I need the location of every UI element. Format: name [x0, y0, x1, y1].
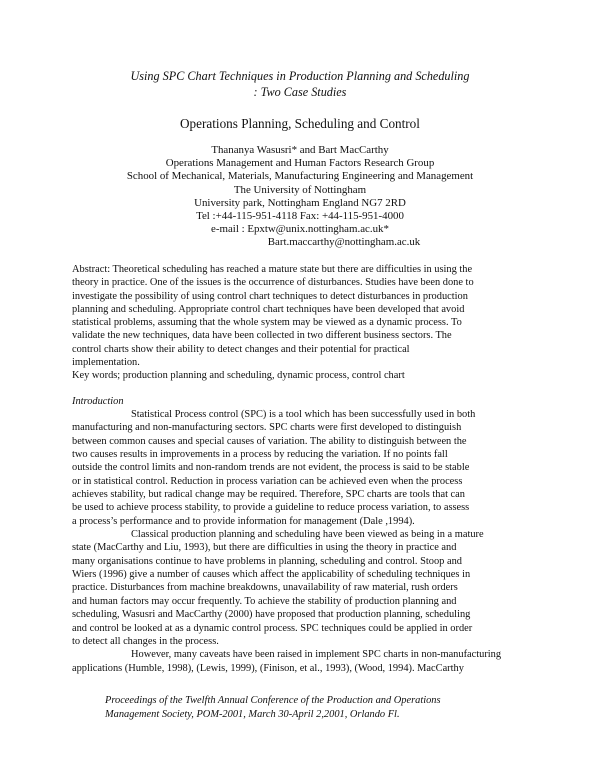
affiliation-line: The University of Nottingham [233, 183, 367, 196]
section-heading: Introduction [72, 396, 124, 407]
body-line: two causes results in improvements in a process by reducing the variation. If no points fall [72, 449, 448, 461]
proceedings-footer [105, 694, 525, 722]
abstract-line: Abstract: Theoretical scheduling has reached a mature state but there are difficulties in using the [72, 264, 473, 275]
affiliation-line: University park, Nottingham England NG7 2RD [194, 196, 406, 209]
author-affiliation-block [0, 144, 600, 250]
affiliation-line: Tel :+44-115-951-4118 Fax: +44-115-951-4000 [196, 210, 404, 223]
abstract-line: theory in practice. One of the issues is the occurrence of disturbances. Studies have been done to [72, 277, 474, 289]
affiliation-line: Thananya Wasusri* and Bart MacCarthy [211, 144, 389, 156]
affiliation-line: School of Mechanical, Materials, Manufacturing Engineering and Management [126, 170, 474, 183]
body-line: be used to achieve process stability, to provide a guideline to reduce process variation, to assess [72, 502, 470, 514]
body-line: and control be looked at as a dynamic control process. SPC techniques could be applied in order [72, 622, 473, 634]
footer-line: Proceedings of the Twelfth Annual Conference of the Production and Operations [105, 695, 441, 706]
body-line: a process’s performance and to provide information for management (Dale ,1994). [72, 515, 415, 527]
body-line: manufacturing and non-manufacturing sectors. SPC charts were first developed to distinguish [72, 422, 462, 434]
abstract-line: planning and scheduling. Appropriate control chart techniques have been developed that avoid [72, 303, 465, 315]
title-line: Using SPC Chart Techniques in Production Planning and Scheduling [130, 69, 470, 83]
abstract-line: control charts show their ability to detect changes and their potential for practical [72, 343, 410, 355]
body-line: scheduling, Wasusri and MacCarthy (2000) have proposed that production planning, scheduling [72, 609, 471, 621]
body-line: practice. Disturbances from machine breakdowns, unavailability of raw material, rush orders [72, 582, 458, 594]
affiliation-line: e-mail : Epxtw@unix.nottingham.ac.uk* [211, 223, 389, 236]
introduction-body [72, 408, 532, 675]
abstract-line: statistical problems, assuming that the whole system may be viewed as a dynamic process. To [72, 317, 462, 329]
abstract-line: implementation. [72, 357, 140, 369]
body-line: applications (Humble, 1998), (Lewis, 1999), (Finison, et al., 1993), (Wood, 1994). MacCarthy [72, 662, 464, 674]
body-line: Wiers (1996) give a number of causes which affect the applicability of scheduling techniques in [72, 569, 471, 581]
body-line: outside the control limits and non-random trends are not evident, the process is said to be stable [72, 462, 470, 474]
abstract-line: investigate the possibility of using control chart techniques to detect disturbances in production [72, 290, 468, 302]
email-line: Bart.maccarthy@nottingham.ac.uk [267, 236, 421, 249]
affiliation-line: Operations Management and Human Factors Research Group [165, 157, 435, 170]
body-line: achieves stability, but radical change may be required. Therefore, SPC charts are tools that can [72, 489, 465, 501]
body-line: state (MacCarthy and Liu, 1993), but there are difficulties in using the theory in practice and [72, 542, 457, 554]
footer-line: Management Society, POM-2001, March 30-April 2,2001, Orlando Fl. [105, 709, 400, 720]
body-line: Statistical Process control (SPC) is a tool which has been successfully used in both [131, 409, 476, 420]
body-line: between common causes and special causes of variation. The ability to distinguish between the [72, 435, 467, 447]
paper-title [0, 68, 600, 100]
abstract-line: validate the new techniques, data have been collected in two different business sectors. The [72, 330, 452, 342]
body-line: However, many caveats have been raised in implement SPC charts in non-manufacturing [131, 649, 502, 661]
keywords-line: Key words; production planning and scheduling, dynamic process, control chart [72, 370, 405, 382]
title-line: : Two Case Studies [253, 85, 347, 99]
body-line: to detect all changes in the process. [72, 635, 219, 647]
body-line: and human factors may occur frequently. To achieve the stability of production planning and [72, 595, 457, 607]
body-line: or in statistical control. Reduction in process variation can be achieved even when the process [72, 475, 463, 487]
abstract-block [72, 263, 535, 383]
body-line: many organisations continue to have problems in planning, scheduling and control. Stoop and [72, 555, 462, 567]
body-line: Classical production planning and scheduling have been viewed as being in a mature [131, 529, 484, 541]
track-heading: Operations Planning, Scheduling and Control [180, 116, 420, 131]
